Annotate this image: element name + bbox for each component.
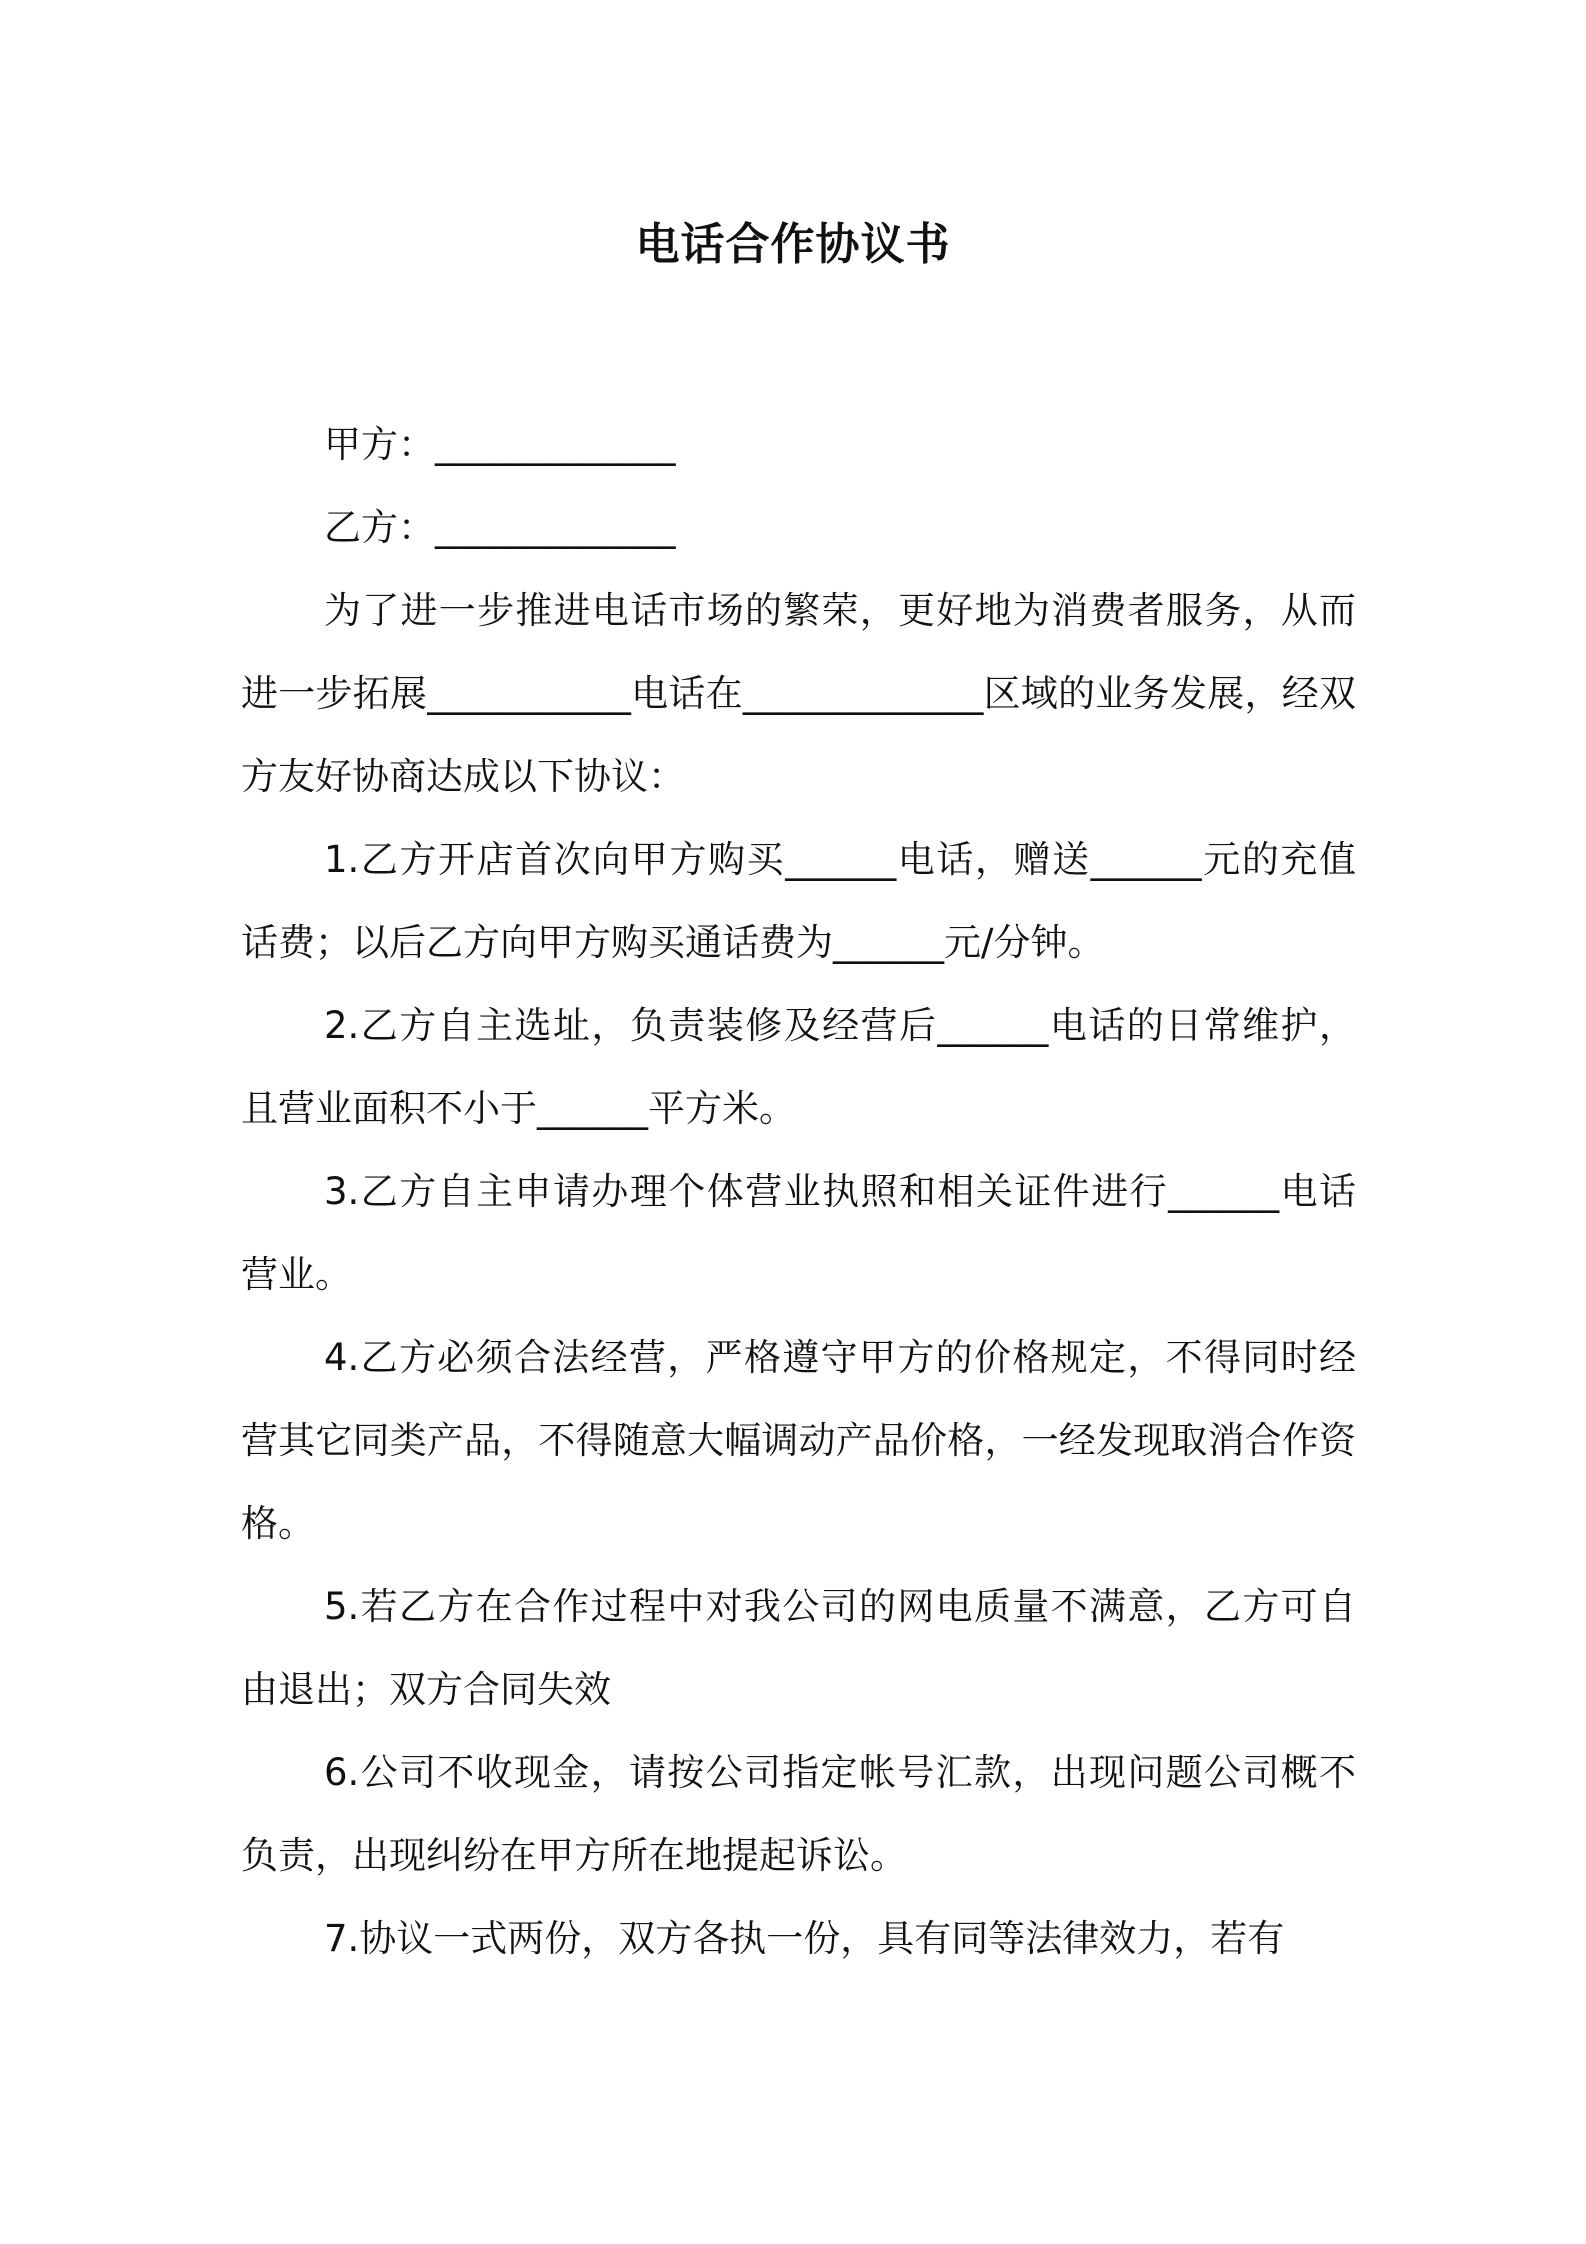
clause-7: 7.协议一式两份，双方各执一份，具有同等法律效力，若有: [324, 1917, 1285, 1960]
clause-5: 5.若乙方在合作过程中对我公司的网电质量不满意，乙方可自由退出；双方合同失效: [241, 1585, 1356, 1711]
document-body: [241, 403, 1356, 1980]
party-b-line: 乙方：_____________: [324, 506, 676, 549]
intro-paragraph: 为了进一步推进电话市场的繁荣，更好地为消费者服务，从而进一步拓展___________电话在_____________区域的业务发展，经双方友好协商达成以下协议：: [241, 589, 1356, 798]
party-a-line: 甲方：_____________: [324, 423, 676, 466]
clause-2: 2.乙方自主选址，负责装修及经营后______电话的日常维护，且营业面积不小于______平方米。: [241, 1004, 1356, 1130]
clause-1: 1.乙方开店首次向甲方购买______电话，赠送______元的充值话费；以后乙方向甲方购买通话费为______元/分钟。: [241, 838, 1356, 964]
document-title: 电话合作协议书: [635, 219, 951, 270]
clause-6: 6.公司不收现金，请按公司指定帐号汇款，出现问题公司概不负责，出现纠纷在甲方所在地提起诉讼。: [241, 1751, 1356, 1877]
clause-4: 4.乙方必须合法经营，严格遵守甲方的价格规定，不得同时经营其它同类产品，不得随意大幅调动产品价格，一经发现取消合作资格。: [241, 1336, 1356, 1545]
clause-3: 3.乙方自主申请办理个体营业执照和相关证件进行______电话营业。: [241, 1170, 1356, 1296]
